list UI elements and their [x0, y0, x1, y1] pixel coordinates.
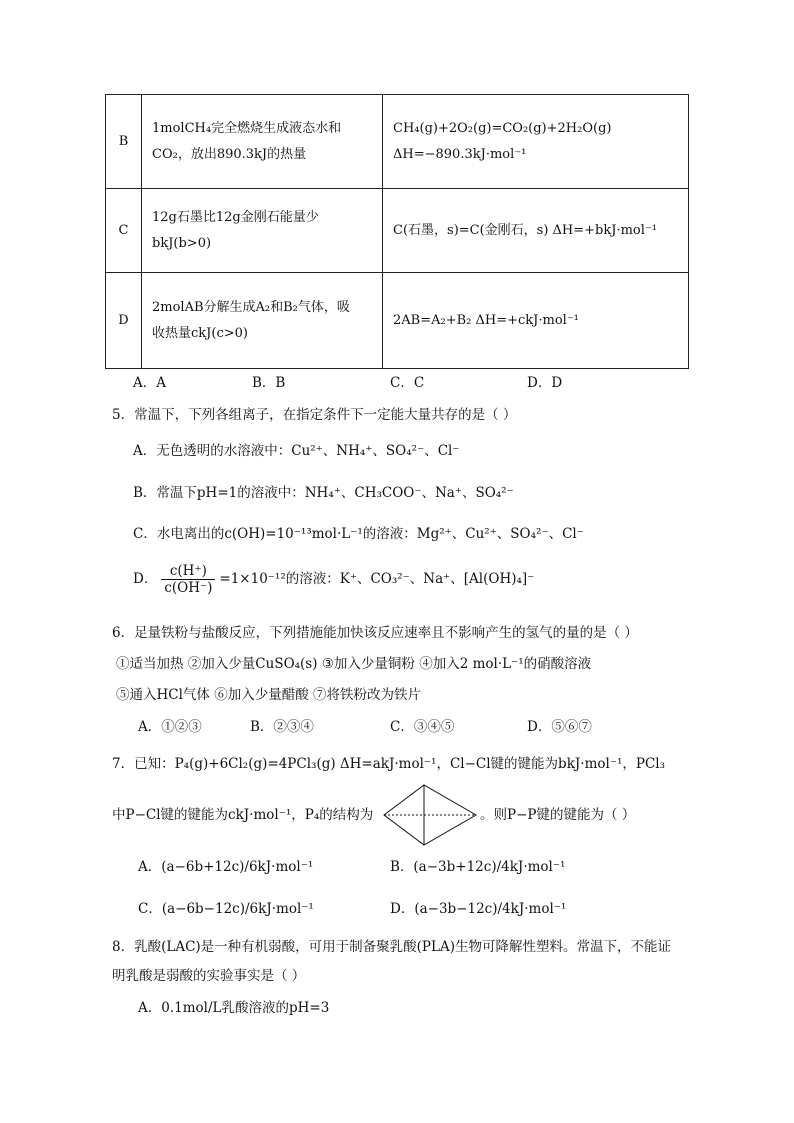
q7-option-a[interactable]: A．(a−6b+12c)/6kJ·mol⁻¹: [138, 859, 314, 875]
q4-option-d[interactable]: D．D: [527, 375, 563, 391]
q8-stem-line2: 明乳酸是弱酸的实验事实是（ ）: [112, 968, 306, 984]
q8-stem-line1: 8．乳酸(LAC)是一种有机弱酸，可用于制备聚乳酸(PLA)生物可降解性塑料。常温下，不能证: [112, 939, 671, 955]
option-d-prefix: D．: [133, 571, 158, 587]
q5-option-d[interactable]: [133, 563, 534, 596]
row-letter: D: [106, 273, 142, 369]
q4-option-a[interactable]: A．A: [133, 375, 166, 391]
q6-measures-line1: ①适当加热 ②加入少量CuSO₄(s) ③加入少量铜粉 ④加入2 mol·L⁻¹的硝酸溶液: [116, 656, 592, 672]
desc-line: bkJ(b>0): [152, 235, 212, 251]
q5-stem: 5．常温下，下列各组离子，在指定条件下一定能大量共存的是（ ）: [112, 407, 517, 423]
q6-option-a[interactable]: A．①②③: [138, 719, 202, 735]
eq-line: ΔH=−890.3kJ·mol⁻¹: [393, 146, 527, 162]
table-row-d: [106, 273, 689, 369]
q6-stem: 6．足量铁粉与盐酸反应，下列措施能加快该反应速率且不影响产生的氢气的量的是（ ）: [112, 625, 638, 641]
desc-line: 收热量ckJ(c>0): [152, 325, 248, 341]
q7-stem-line2-right: 。则P−P键的键能为（ ）: [480, 807, 636, 823]
eq-line: CH₄(g)+2O₂(g)=CO₂(g)+2H₂O(g): [393, 120, 612, 136]
desc-line: CO₂，放出890.3kJ的热量: [152, 146, 307, 162]
desc-line: 2molAB分解生成A₂和B₂气体，吸: [152, 299, 350, 315]
fraction-denominator: c(OH⁻): [164, 580, 213, 596]
q6-option-c[interactable]: C．③④⑤: [390, 719, 455, 735]
option-d-suffix: =1×10⁻¹²的溶液：K⁺、CO₃²⁻、Na⁺、[Al(OH)₄]⁻: [219, 571, 535, 587]
row-description: [142, 189, 383, 273]
desc-line: 12g石墨比12g金刚石能量少: [152, 209, 319, 225]
q5-option-b[interactable]: B．常温下pH=1的溶液中：NH₄⁺、CH₃COO⁻、Na⁺、SO₄²⁻: [133, 485, 514, 501]
p4-tetrahedron-diagram: [382, 783, 478, 847]
row-description: [142, 273, 383, 369]
q5-option-a[interactable]: A．无色透明的水溶液中：Cu²⁺、NH₄⁺、SO₄²⁻、Cl⁻: [133, 443, 460, 459]
q7-option-c[interactable]: C．(a−6b−12c)/6kJ·mol⁻¹: [138, 901, 314, 917]
table-row-c: [106, 189, 689, 273]
eq-line: 2AB=A₂+B₂ ΔH=+ckJ·mol⁻¹: [393, 312, 579, 328]
row-description: [142, 95, 383, 189]
row-equation: [383, 189, 689, 273]
row-letter: C: [106, 189, 142, 273]
q6-option-d[interactable]: D．⑤⑥⑦: [527, 719, 592, 735]
concentration-fraction: [161, 563, 215, 596]
option-table: [105, 94, 689, 369]
q7-option-b[interactable]: B．(a−3b+12c)/4kJ·mol⁻¹: [390, 859, 566, 875]
q6-measures-line2: ⑤通入HCl气体 ⑥加入少量醋酸 ⑦将铁粉改为铁片: [116, 687, 422, 703]
eq-line: C(石墨，s)=C(金刚石，s) ΔH=+bkJ·mol⁻¹: [393, 222, 657, 238]
q7-stem-line2-left: 中P−Cl键的键能为ckJ·mol⁻¹，P₄的结构为: [112, 807, 374, 823]
fraction-numerator: c(H⁺): [161, 563, 215, 580]
q5-option-c[interactable]: C．水电离出的c(OH)=10⁻¹³mol·L⁻¹的溶液：Mg²⁺、Cu²⁺、SO₄²⁻、Cl⁻: [133, 526, 584, 542]
q4-option-b[interactable]: B．B: [252, 375, 286, 391]
q8-option-a[interactable]: A．0.1mol/L乳酸溶液的pH=3: [138, 1000, 330, 1016]
q4-option-c[interactable]: C．C: [390, 375, 425, 391]
table-row-b: [106, 95, 689, 189]
q7-stem-line1: 7．已知：P₄(g)+6Cl₂(g)=4PCl₃(g) ΔH=akJ·mol⁻¹，Cl−Cl键的键能为bkJ·mol⁻¹，PCl₃: [112, 756, 666, 772]
row-equation: [383, 273, 689, 369]
row-letter: B: [106, 95, 142, 189]
q6-option-b[interactable]: B．②③④: [250, 719, 314, 735]
q7-option-d[interactable]: D．(a−3b−12c)/4kJ·mol⁻¹: [390, 901, 567, 917]
row-equation: [383, 95, 689, 189]
desc-line: 1molCH₄完全燃烧生成液态水和: [152, 120, 342, 136]
